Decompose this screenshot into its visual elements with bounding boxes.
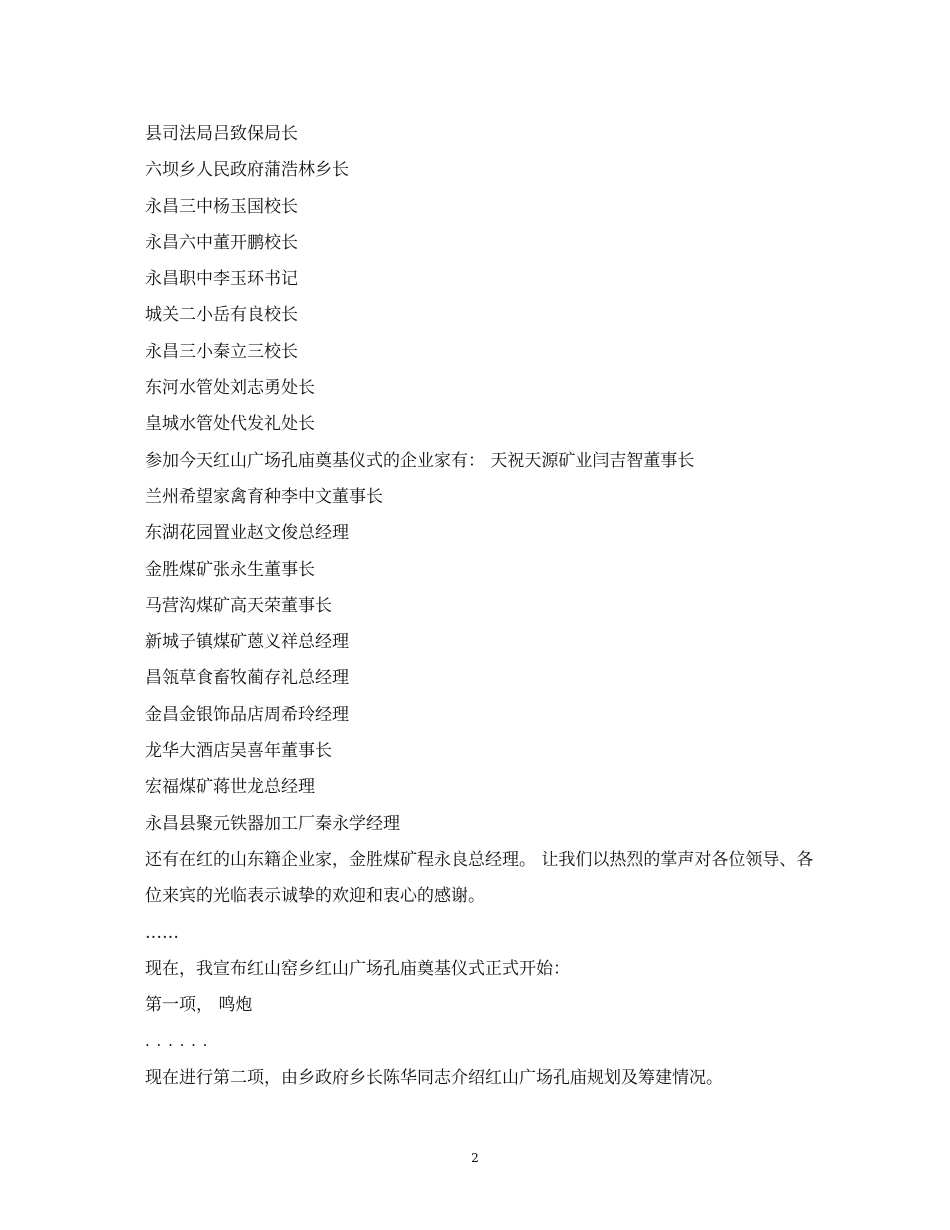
- text-line: 皇城水管处代发礼处长: [145, 414, 315, 435]
- text-line: 东河水管处刘志勇处长: [145, 378, 315, 399]
- text-line: 永昌职中李玉环书记: [145, 269, 298, 290]
- text-line: 永昌县聚元铁器加工厂秦永学经理: [145, 813, 400, 834]
- ellipsis-line: ……: [145, 922, 179, 943]
- text-line: 龙华大酒店吴喜年董事长: [145, 741, 332, 762]
- text-line: 参加今天红山广场孔庙奠基仪式的企业家有： 天祝天源矿业闫吉智董事长: [145, 450, 695, 471]
- text-line: 兰州希望家禽育种李中文董事长: [145, 486, 383, 507]
- text-line: 现在进行第二项，由乡政府乡长陈华同志介绍红山广场孔庙规划及筹建情况。: [145, 1067, 723, 1088]
- dotted-ellipsis-line: . . . . . .: [145, 1032, 209, 1051]
- text-line: 六坝乡人民政府蒲浩林乡长: [145, 160, 349, 181]
- page-number: 2: [471, 1151, 479, 1165]
- text-line: 现在，我宣布红山窑乡红山广场孔庙奠基仪式正式开始：: [145, 958, 570, 979]
- text-line: 金胜煤矿张永生董事长: [145, 559, 315, 580]
- text-line: 永昌三小秦立三校长: [145, 341, 298, 362]
- text-line: 永昌六中董开鹏校长: [145, 232, 298, 253]
- text-line: 昌瓴草食畜牧蔺存礼总经理: [145, 668, 349, 689]
- text-line: 新城子镇煤矿蒽义祥总经理: [145, 632, 349, 653]
- text-line: 马营沟煤矿高天荣董事长: [145, 595, 332, 616]
- text-line: 城关二小岳有良校长: [145, 305, 298, 326]
- document-body: [145, 116, 815, 1096]
- text-line: 第一项， 鸣炮: [145, 995, 253, 1016]
- text-line: 金昌金银饰品店周希玲经理: [145, 704, 349, 725]
- text-line: 宏福煤矿蒋世龙总经理: [145, 777, 315, 798]
- text-line: 县司法局吕致保局长: [145, 124, 298, 144]
- text-line: 东湖花园置业赵文俊总经理: [145, 523, 349, 544]
- text-paragraph: 还有在红的山东籍企业家，金胜煤矿程永良总经理。 让我们以热烈的掌声对各位领导、各位来宾的光临表示诚挚的欢迎和衷心的感谢。: [145, 849, 814, 907]
- text-line: 永昌三中杨玉国校长: [145, 196, 298, 217]
